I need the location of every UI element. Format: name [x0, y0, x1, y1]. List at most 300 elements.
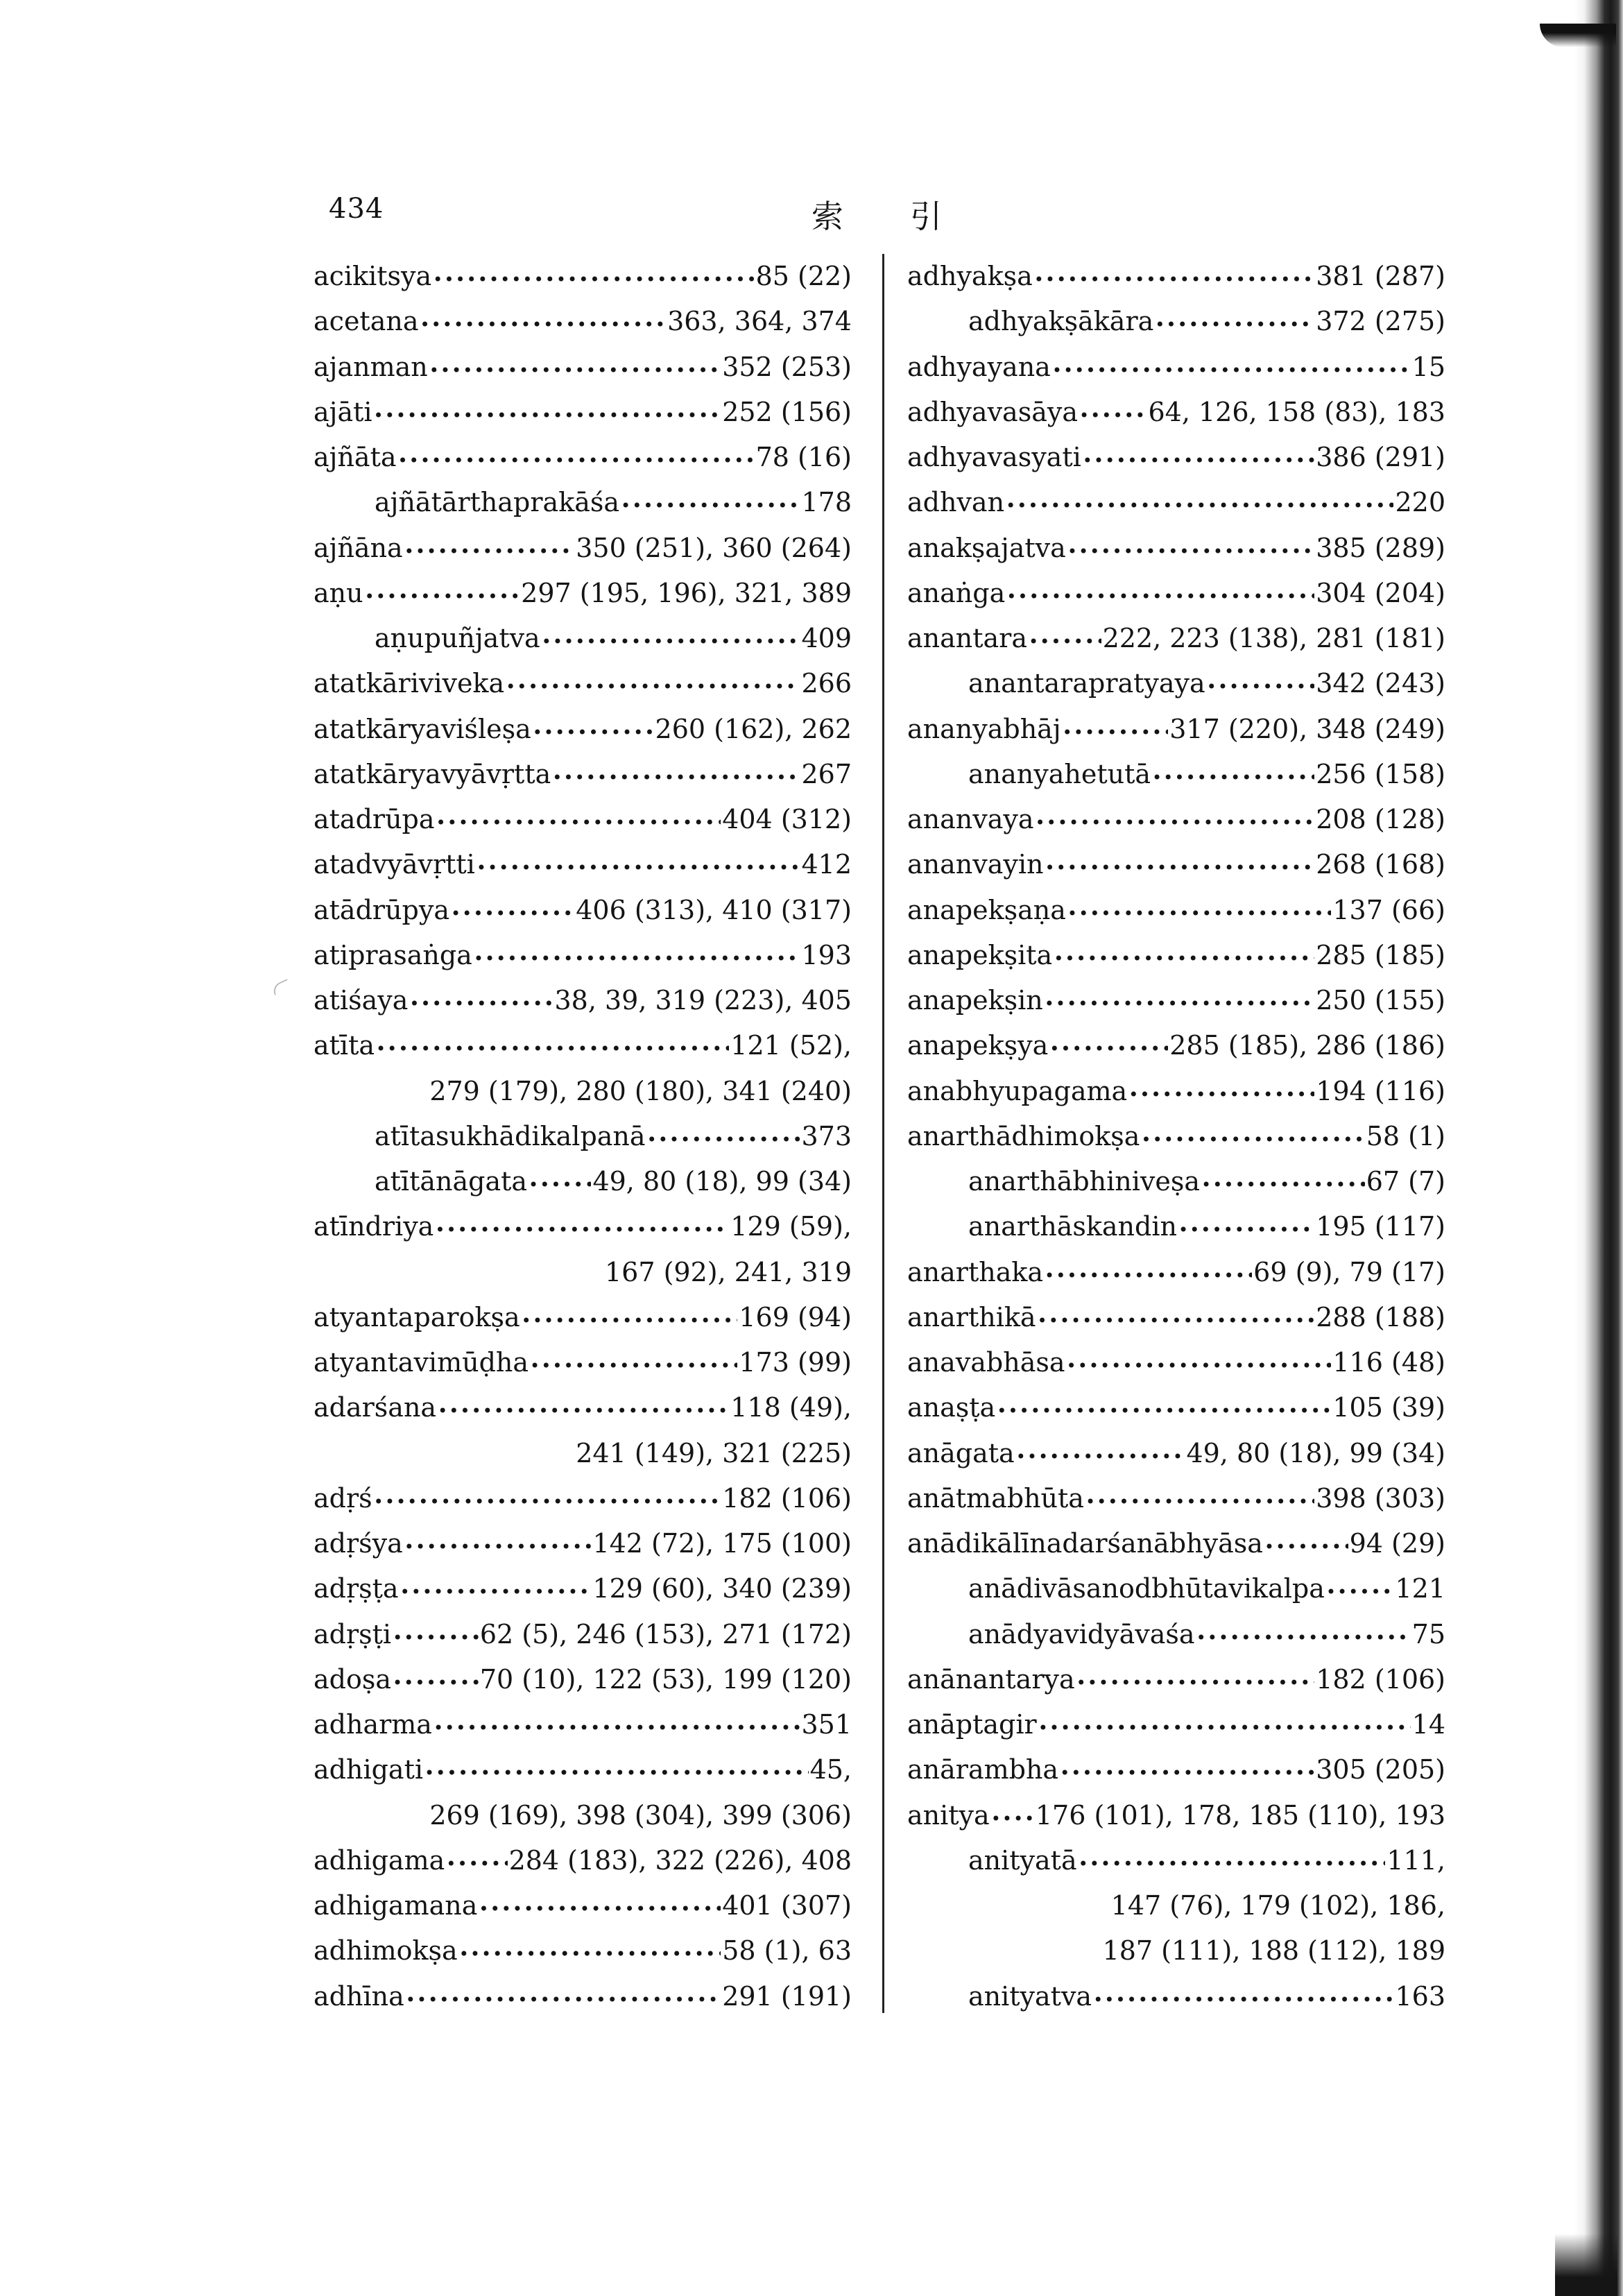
index-entry [314, 933, 852, 978]
dot-leader [435, 1208, 729, 1253]
index-term: adṛṣṭi [314, 1618, 392, 1650]
index-entry [314, 842, 852, 887]
index-page-refs: 304 (204) [1316, 577, 1445, 608]
dot-leader [474, 936, 800, 982]
dot-leader [1083, 438, 1314, 483]
index-term: anantara [907, 623, 1028, 653]
index-page-refs: 69 (9), 79 (17) [1253, 1256, 1445, 1287]
index-page-refs: 412 [801, 849, 852, 880]
index-page-refs: 268 (168) [1316, 849, 1445, 880]
index-page-refs: 352 (253) [722, 351, 852, 382]
index-term: atādrūpya [314, 894, 449, 925]
index-term: anantarapratyaya [968, 668, 1205, 699]
index-page-refs: 118 (49), [730, 1392, 852, 1423]
index-entry [907, 435, 1445, 480]
index-entry [314, 526, 852, 571]
index-entry [314, 1159, 852, 1204]
index-page-refs: 129 (60), 340 (239) [592, 1573, 852, 1604]
index-term: atadvyāvṛtti [314, 849, 475, 880]
index-entry [314, 797, 852, 842]
index-page-refs: 398 (303) [1316, 1482, 1445, 1514]
dot-leader [522, 1299, 738, 1344]
index-term: atīta [314, 1030, 375, 1061]
index-term: atīndriya [314, 1211, 434, 1242]
index-entry [907, 1566, 1445, 1611]
dot-leader [1054, 936, 1314, 982]
index-page-refs: 67 (7) [1366, 1166, 1445, 1197]
dot-leader [404, 1525, 592, 1570]
index-term: anarthāskandin [968, 1211, 1177, 1242]
dot-leader [1207, 665, 1315, 710]
dot-leader [1079, 393, 1147, 438]
index-entry [907, 1521, 1445, 1566]
pencil-mark [270, 979, 291, 995]
dot-leader [1264, 1525, 1348, 1570]
index-term: anarthābhiniveṣa [968, 1166, 1201, 1197]
index-term: adhigama [314, 1844, 445, 1876]
index-term: atatkāryavyāvṛtta [314, 758, 551, 789]
dot-leader [374, 393, 721, 438]
index-term: adharma [314, 1709, 432, 1740]
index-entry [314, 1612, 852, 1657]
index-page-refs: 176 (101), 178, 185 (110), 193 [1035, 1799, 1445, 1831]
dot-leader [1067, 891, 1331, 936]
index-term: adhvan [907, 487, 1005, 518]
index-term: ananyabhāj [907, 713, 1061, 744]
index-term: anātmabhūta [907, 1482, 1084, 1514]
index-entry [314, 571, 852, 616]
index-term: adhigati [314, 1754, 424, 1785]
index-page-refs: 58 (1), 63 [722, 1935, 852, 1967]
dot-leader [446, 1842, 507, 1887]
index-page-refs: 105 (39) [1332, 1392, 1445, 1423]
index-term: anārambha [907, 1754, 1059, 1785]
dot-leader [393, 1616, 479, 1661]
index-term: anānantarya [907, 1663, 1075, 1695]
dot-leader [476, 846, 800, 891]
index-entry [907, 1340, 1445, 1385]
index-page-refs: 381 (287) [1316, 261, 1445, 291]
dot-leader [1049, 1027, 1168, 1072]
index-page-refs: 78 (16) [755, 442, 852, 472]
dot-leader [365, 574, 520, 619]
index-entry [314, 752, 852, 797]
right-index-column [907, 254, 1445, 2019]
dot-leader [1141, 1117, 1364, 1163]
index-page-refs: 363, 364, 374 [667, 306, 852, 337]
index-page-refs: 38, 39, 319 (223), 405 [554, 985, 852, 1016]
index-page-refs: 250 (155) [1316, 985, 1445, 1016]
index-term: anityatva [968, 1980, 1092, 2012]
index-page-refs: 266 [801, 668, 852, 699]
index-entry [907, 1702, 1445, 1747]
dot-leader [451, 891, 574, 936]
dot-leader [436, 800, 721, 846]
dot-leader [1045, 846, 1314, 891]
dot-leader [400, 1570, 592, 1615]
index-term: aṇu [314, 577, 363, 608]
index-page-refs: 386 (291) [1316, 442, 1445, 472]
index-entry [907, 1747, 1445, 1792]
index-page-refs: 49, 80 (18), 99 (34) [592, 1166, 852, 1197]
index-term: atiśaya [314, 985, 409, 1016]
index-page-refs: 220 [1395, 487, 1445, 518]
dot-leader [1128, 1072, 1314, 1117]
index-page-refs: 284 (183), 322 (226), 408 [508, 1844, 852, 1876]
index-entry [314, 1974, 852, 2019]
dot-leader [433, 257, 754, 302]
index-page-refs: 14 [1411, 1709, 1445, 1740]
index-term: anabhyupagama [907, 1075, 1128, 1106]
dot-leader [997, 1389, 1331, 1434]
dot-leader [479, 1887, 721, 1932]
index-page-refs: 291 (191) [722, 1980, 852, 2012]
dot-leader [1063, 710, 1169, 755]
index-page-refs: 49, 80 (18), 99 (34) [1186, 1437, 1445, 1468]
index-term: anarthikā [907, 1301, 1036, 1333]
dot-leader [542, 619, 800, 665]
index-entry [314, 707, 852, 752]
index-page-refs: 64, 126, 158 (83), 183 [1148, 396, 1445, 427]
dot-leader [374, 1480, 721, 1525]
dot-leader [406, 1978, 721, 2023]
index-page-refs: 297 (195, 196), 321, 389 [521, 577, 852, 608]
index-page-refs: 285 (185), 286 (186) [1169, 1030, 1445, 1061]
index-page-refs: 342 (243) [1316, 668, 1445, 699]
index-entry [314, 390, 852, 435]
index-entry [907, 390, 1445, 435]
index-entry [907, 797, 1445, 842]
index-entry [314, 1340, 852, 1385]
index-page-refs: 260 (162), 262 [655, 713, 852, 744]
index-term: anityatā [968, 1844, 1077, 1876]
index-page-refs: 121 (52), [730, 1030, 852, 1061]
index-entry [907, 752, 1445, 797]
index-page-refs: 372 (275) [1316, 306, 1445, 337]
index-page-refs: 385 (289) [1316, 532, 1445, 563]
dot-leader [433, 1706, 800, 1751]
index-page-refs: 194 (116) [1316, 1075, 1445, 1106]
dot-leader [1085, 1480, 1314, 1525]
dot-leader [393, 1661, 479, 1706]
index-term: anādikālīnadarśanābhyāsa [907, 1528, 1263, 1559]
index-term: anarthādhimokṣa [907, 1120, 1140, 1151]
index-entry [907, 707, 1445, 752]
index-term: adhyayana [907, 351, 1051, 382]
index-entry [314, 299, 852, 344]
index-entry [314, 1476, 852, 1521]
index-entry [907, 1793, 1445, 1838]
index-entry [907, 254, 1445, 299]
index-entry [314, 1114, 852, 1159]
dot-leader [552, 755, 800, 800]
index-entry [907, 616, 1445, 661]
index-term: ajñāna [314, 532, 403, 563]
index-entry [907, 526, 1445, 571]
index-entry [907, 1974, 1445, 2019]
index-term: anitya [907, 1799, 990, 1831]
index-entry [907, 571, 1445, 616]
dot-leader [533, 710, 654, 755]
index-term: adṛśya [314, 1528, 403, 1559]
index-entry [907, 1431, 1445, 1476]
dot-leader [991, 1797, 1034, 1842]
index-entry [907, 888, 1445, 933]
index-entry [314, 1657, 852, 1702]
index-entry [907, 1023, 1445, 1068]
index-entry [907, 978, 1445, 1023]
index-page-refs-continued: 241 (149), 321 (225) [576, 1437, 852, 1468]
dot-leader [1045, 982, 1314, 1027]
index-page-refs: 317 (220), 348 (249) [1169, 713, 1445, 744]
index-entry [314, 345, 852, 390]
index-entry [314, 435, 852, 480]
title-char-2: 引 [910, 198, 942, 235]
dot-leader [1052, 348, 1411, 393]
page-edge-bottom [1555, 2234, 1617, 2296]
index-entry [314, 1521, 852, 1566]
index-page-refs: 121 [1395, 1573, 1445, 1604]
dot-leader [424, 1751, 809, 1796]
page-number: 434 [329, 193, 384, 225]
index-term: adṛś [314, 1482, 372, 1514]
index-page-refs: 62 (5), 246 (153), 271 (172) [479, 1618, 852, 1650]
index-term: ajanman [314, 351, 428, 382]
dot-leader [1016, 1434, 1185, 1480]
dot-leader [1155, 302, 1314, 348]
index-entry [314, 1023, 852, 1068]
index-entry [314, 1204, 852, 1249]
index-term: ananyahetutā [968, 758, 1151, 789]
index-page-refs: 169 (94) [739, 1301, 852, 1333]
index-page-refs: 116 (48) [1332, 1347, 1445, 1378]
index-page-refs: 137 (66) [1332, 894, 1445, 925]
index-page-refs: 252 (156) [722, 396, 852, 427]
index-page-refs: 182 (106) [1316, 1663, 1445, 1695]
index-term: atadrūpa [314, 804, 435, 834]
index-term: anāptagir [907, 1709, 1037, 1740]
index-page-refs: 305 (205) [1316, 1754, 1445, 1785]
index-page-refs: 406 (313), 410 (317) [576, 894, 852, 925]
dot-leader [1006, 483, 1393, 529]
index-page-refs: 173 (99) [739, 1347, 852, 1378]
index-entry [314, 978, 852, 1023]
index-entry [907, 480, 1445, 525]
dot-leader [1029, 619, 1101, 665]
index-entry [314, 1566, 852, 1611]
dot-leader [1201, 1163, 1365, 1208]
index-entry [907, 842, 1445, 887]
index-term: adhyavasyati [907, 442, 1081, 472]
index-entry [907, 933, 1445, 978]
index-term: atītānāgata [375, 1166, 528, 1197]
dot-leader [429, 348, 721, 393]
index-page-refs: 15 [1411, 351, 1445, 382]
index-term: anapekṣaṇa [907, 894, 1066, 925]
index-entry [314, 1747, 852, 1792]
index-page-refs: 142 (72), 175 (100) [592, 1528, 852, 1559]
dot-leader [1006, 574, 1314, 619]
dot-leader [506, 665, 800, 710]
index-entry [907, 1476, 1445, 1521]
dot-leader [404, 529, 575, 574]
column-divider [882, 254, 884, 2013]
index-entry [314, 254, 852, 299]
left-index-column [314, 254, 852, 2019]
index-page-refs: 193 [801, 939, 852, 970]
index-page-refs: 267 [801, 758, 852, 789]
dot-leader [409, 982, 553, 1027]
index-entry [907, 661, 1445, 706]
index-entry [907, 1114, 1445, 1159]
index-page-refs: 182 (106) [722, 1482, 852, 1514]
index-page-refs: 404 (312) [722, 804, 852, 834]
index-page-refs: 85 (22) [755, 261, 852, 291]
dot-leader [529, 1163, 591, 1208]
index-term: anaṣṭa [907, 1392, 996, 1423]
index-page-refs: 288 (188) [1316, 1301, 1445, 1333]
index-term: ananvayin [907, 849, 1044, 880]
dot-leader [420, 302, 666, 348]
index-page-refs: 285 (185) [1316, 939, 1445, 970]
dot-leader [1178, 1208, 1314, 1253]
index-page-refs: 111, [1386, 1844, 1445, 1876]
index-page-refs: 373 [801, 1120, 852, 1151]
index-page-refs: 351 [801, 1709, 852, 1740]
index-page-refs: 195 (117) [1316, 1211, 1445, 1242]
index-page-refs-continued: 187 (111), 188 (112), 189 [1102, 1935, 1445, 1967]
dot-leader [530, 1344, 737, 1389]
index-entry [314, 1385, 852, 1430]
index-term: atatkāriviveka [314, 668, 505, 699]
index-entry [907, 1069, 1445, 1114]
dot-leader [438, 1389, 729, 1434]
index-term: ajāti [314, 396, 372, 427]
index-page-refs: 401 (307) [722, 1890, 852, 1921]
index-entry [314, 661, 852, 706]
index-entry [907, 1159, 1445, 1204]
dot-leader [647, 1117, 800, 1163]
dot-leader [1045, 1253, 1252, 1299]
index-page-refs: 45, [809, 1754, 852, 1785]
index-entry [907, 345, 1445, 390]
dot-leader [621, 483, 800, 529]
index-entry [907, 299, 1445, 344]
index-page-refs-continued: 279 (179), 280 (180), 341 (240) [429, 1075, 852, 1106]
dot-leader [1067, 529, 1314, 574]
index-entry [314, 480, 852, 525]
index-term: atiprasaṅga [314, 939, 472, 970]
page-edge-top [1540, 24, 1616, 47]
dot-leader [1060, 1751, 1314, 1796]
index-entry [314, 888, 852, 933]
dot-leader [376, 1027, 729, 1072]
index-term: adoṣa [314, 1663, 392, 1695]
index-term: atyantavimūḍha [314, 1347, 529, 1378]
dot-leader [398, 438, 755, 483]
page-edge-shadow [1574, 0, 1623, 2296]
index-page-refs: 208 (128) [1316, 804, 1445, 834]
index-page-refs: 94 (29) [1349, 1528, 1445, 1559]
index-page-refs: 256 (158) [1316, 758, 1445, 789]
index-term: anādyavidyāvaśa [968, 1618, 1195, 1650]
index-term: adhimokṣa [314, 1935, 458, 1967]
index-term: acetana [314, 306, 419, 337]
dot-leader [1093, 1978, 1393, 2023]
index-page-refs: 70 (10), 122 (53), 199 (120) [479, 1663, 852, 1695]
index-entry [907, 1204, 1445, 1249]
index-term: atatkāryaviśleṣa [314, 713, 531, 744]
index-page-refs-continued: 147 (76), 179 (102), 186, [1110, 1890, 1445, 1921]
dot-leader [1036, 800, 1315, 846]
index-entry [314, 1295, 852, 1340]
index-entry [907, 1250, 1445, 1295]
dot-leader [1326, 1570, 1394, 1615]
index-term: anapekṣita [907, 939, 1053, 970]
index-term: atītasukhādikalpanā [375, 1120, 646, 1151]
index-term: ajñātārthaprakāśa [375, 487, 620, 518]
dot-leader [1196, 1616, 1411, 1661]
dot-leader [1034, 257, 1314, 302]
index-entry [314, 1702, 852, 1747]
index-term: adhīna [314, 1980, 404, 2012]
index-term: acikitsya [314, 261, 432, 291]
index-page-refs: 75 [1411, 1618, 1445, 1650]
index-entry [314, 616, 852, 661]
index-term: anādivāsanodbhūtavikalpa [968, 1573, 1325, 1604]
index-page-refs: 129 (59), [730, 1211, 852, 1242]
index-entry [314, 1928, 852, 1973]
index-page-refs: 350 (251), 360 (264) [576, 532, 852, 563]
index-term: ajñāta [314, 442, 397, 472]
index-entry [907, 1612, 1445, 1657]
index-term: ananvaya [907, 804, 1034, 834]
index-term: anarthaka [907, 1256, 1044, 1287]
index-entry [907, 1838, 1445, 1883]
index-term: adhyavasāya [907, 396, 1078, 427]
index-page-refs: 222, 223 (138), 281 (181) [1102, 623, 1445, 653]
dot-leader [1152, 755, 1314, 800]
index-page-refs: 409 [801, 623, 852, 653]
index-term: anapekṣya [907, 1030, 1049, 1061]
index-entry [314, 1883, 852, 1928]
index-term: anakṣajatva [907, 532, 1066, 563]
index-term: adhyakṣākāra [968, 306, 1154, 337]
index-page-refs-continued: 269 (169), 398 (304), 399 (306) [429, 1799, 852, 1831]
index-entry [907, 1385, 1445, 1430]
dot-leader [459, 1932, 721, 1977]
index-term: anavabhāsa [907, 1347, 1065, 1378]
index-term: adhyakṣa [907, 261, 1033, 291]
index-term: aṇupuñjatva [375, 623, 540, 653]
index-term: anaṅga [907, 577, 1006, 608]
index-page-refs-continued: 167 (92), 241, 319 [605, 1256, 852, 1287]
dot-leader [1067, 1344, 1332, 1389]
index-term: adarśana [314, 1392, 437, 1423]
index-term: anāgata [907, 1437, 1015, 1468]
index-term: adṛṣṭa [314, 1573, 399, 1604]
page-title [812, 191, 942, 237]
dot-leader [1038, 1706, 1411, 1751]
index-page-refs: 178 [801, 487, 852, 518]
index-page-refs: 163 [1395, 1980, 1445, 2012]
dot-leader [1038, 1299, 1315, 1344]
index-term: anapekṣin [907, 985, 1043, 1016]
index-term: atyantaparokṣa [314, 1301, 520, 1333]
index-term: adhigamana [314, 1890, 478, 1921]
dot-leader [1079, 1842, 1386, 1887]
index-entry [907, 1657, 1445, 1702]
